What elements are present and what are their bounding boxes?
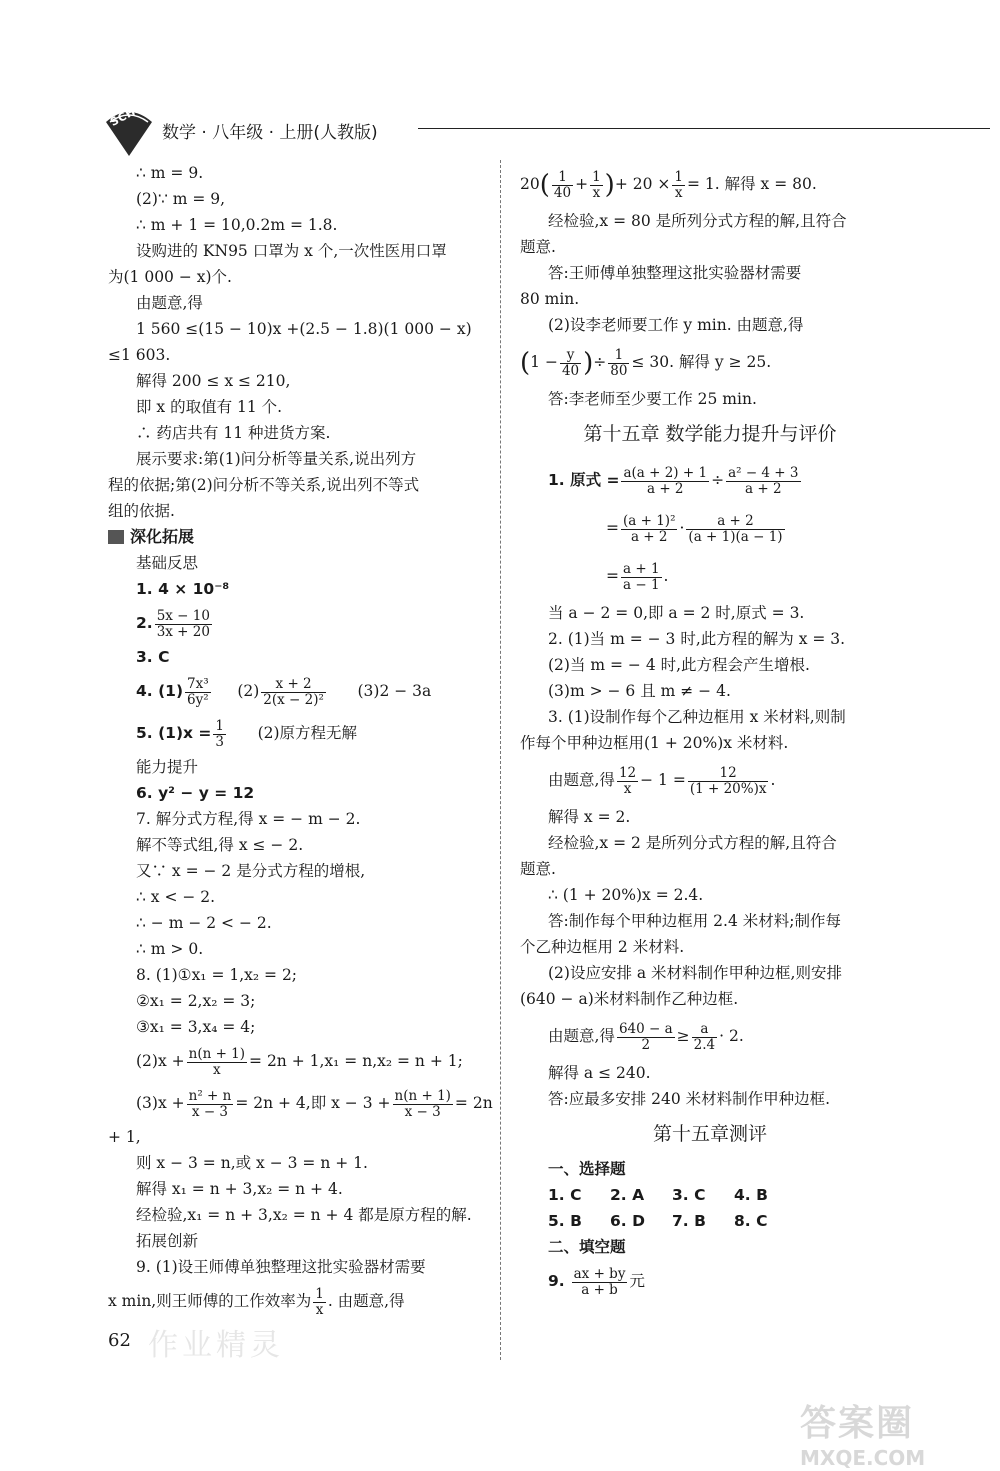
denominator: a + 2 [646, 480, 684, 497]
paren: ) [604, 170, 615, 200]
subsection-title: 拓展创新 [136, 1232, 199, 1250]
fraction [617, 1022, 675, 1053]
item-text: 元 [629, 1272, 645, 1290]
denominator: x [674, 184, 683, 201]
choice-answer: 1. C [548, 1186, 582, 1204]
answer-item: 3. C [136, 648, 170, 666]
equation-line [520, 160, 900, 208]
denominator: 2(x − 2)² [263, 691, 324, 708]
answer-item: 7. 解分式方程,得 x = − m − 2. [136, 810, 361, 828]
denominator: 3x + 20 [156, 623, 210, 640]
choice-answer: 7. B [672, 1212, 706, 1230]
item-text: (3)2 − 3a [357, 682, 432, 700]
item-label: 1. 原式 = [548, 471, 620, 489]
fraction [672, 170, 685, 201]
text-line: 解得 a ≤ 240. [548, 1064, 651, 1082]
numerator: a + 1 [623, 560, 660, 577]
item-label: 2. [136, 614, 153, 632]
watermark-logo-text: 答案圈 [800, 1403, 915, 1444]
choice-answer: 6. D [610, 1212, 645, 1230]
watermark-url: MXQE.COM [800, 1446, 926, 1470]
numerator: n(n + 1) [188, 1045, 246, 1062]
paren: ) [583, 348, 594, 378]
paren: ( [539, 170, 550, 200]
item-text: . 由题意,得 [327, 1292, 405, 1310]
text-line: 答:王师傅单独整理这批实验器材需要 [548, 264, 802, 282]
numerator: n² + n [188, 1087, 232, 1104]
fraction [726, 466, 800, 497]
watermark-left: 作业精灵 [148, 1328, 284, 1363]
equation-line [520, 504, 900, 552]
denominator: 40 [553, 184, 572, 201]
answer-item [108, 602, 488, 644]
numerator: (a + 1)² [623, 512, 676, 529]
fraction [185, 677, 211, 708]
text-line: 又∵ x = − 2 是分式方程的增根, [136, 862, 366, 880]
choice-row [520, 1208, 900, 1234]
text-line: 则 x − 3 = n,或 x − 3 = n + 1. [136, 1154, 368, 1172]
text-line: 为(1 000 − x)个. [108, 268, 232, 286]
answer-item: 1. 4 × 10⁻⁸ [136, 580, 230, 598]
denominator: 2 [641, 1036, 651, 1053]
logo-text: SCHOOL [108, 92, 162, 129]
text-line: 经检验,x₁ = n + 3,x₂ = n + 4 都是原方程的解. [136, 1206, 472, 1224]
text-line: 1 560 ≤(15 − 10)x +(2.5 − 1.8)(1 000 − x) [136, 320, 472, 338]
numerator: 1 [592, 168, 601, 185]
text-line [108, 1082, 493, 1124]
denominator: 2.4 [693, 1036, 716, 1053]
equation-line [520, 338, 900, 386]
answer-item: 2. (1)当 m = − 3 时,此方程的解为 x = 3. [548, 630, 846, 648]
text-line [108, 1040, 488, 1082]
text-line: ∴ x < − 2. [136, 888, 216, 906]
text-line: 解得 200 ≤ x ≤ 210, [136, 372, 291, 390]
fraction [608, 348, 629, 379]
item-text: 由题意,得 [548, 1027, 615, 1045]
text-line: (640 − a)米材料制作乙种边框. [520, 990, 739, 1008]
watermark-right [800, 1395, 970, 1470]
text-line: ∴ (1 + 20%)x = 2.4. [548, 886, 704, 904]
denominator: x [623, 780, 632, 797]
text-line: 程的依据;第(2)问分析不等关系,说出列不等式 [108, 476, 420, 494]
equation-line [520, 1012, 900, 1060]
equation-line [520, 756, 900, 804]
right-column [520, 160, 900, 1302]
text-line: 即 x 的取值有 11 个. [136, 398, 283, 416]
header-title: 数学 · 八年级 · 上册(人教版) [162, 123, 378, 143]
item-text: 20 [520, 175, 540, 193]
answer-item [108, 712, 488, 754]
item-label: (2) [237, 682, 260, 700]
numerator: x + 2 [261, 677, 326, 693]
numerator: 12 [688, 766, 769, 782]
numerator: 5x − 10 [156, 607, 210, 624]
item-text: = 2n [454, 1094, 493, 1112]
text-line: (2)∵ m = 9, [136, 190, 226, 208]
header-rule [418, 128, 990, 129]
text-line: ∴ 药店共有 11 种进货方案. [136, 424, 331, 442]
text-line: (2)设李老师要工作 y min. 由题意,得 [548, 316, 804, 334]
text-line: (2)设应安排 a 米材料制作甲种边框,则安排 [548, 964, 842, 982]
section-icon [108, 530, 124, 544]
fraction [617, 766, 638, 797]
numerator: a [692, 1022, 717, 1038]
text-line: 80 min. [520, 290, 580, 308]
answer-item: 9. (1)设王师傅单独整理这批实验器材需要 [136, 1258, 426, 1276]
choice-answer: 4. B [734, 1186, 768, 1204]
numerator: 1 [315, 1285, 324, 1302]
chapter-title: 第十五章测评 [652, 1123, 767, 1145]
section-title [108, 524, 488, 550]
item-text: · [679, 519, 685, 537]
text-line: 解得 x₁ = n + 3,x₂ = n + 4. [136, 1180, 343, 1198]
item-text: ÷ [711, 471, 725, 489]
denominator: (1 + 20%)x [689, 780, 767, 797]
item-text: ≤ 30. 解得 y ≥ 25. [631, 353, 772, 371]
fraction [187, 1089, 234, 1120]
fraction [213, 719, 226, 750]
denominator: 40 [561, 362, 580, 379]
subsection-title: 二、填空题 [548, 1238, 626, 1256]
text-line: 个乙种边框用 2 米材料. [520, 938, 685, 956]
numerator: 1 [608, 348, 629, 364]
denominator: a − 1 [623, 576, 660, 593]
item-text: (2)原方程无解 [257, 724, 358, 742]
left-column [108, 160, 493, 1322]
chapter-title: 第十五章 数学能力提升与评价 [583, 423, 837, 445]
item-text: x min,则王师傅的工作效率为 [108, 1292, 312, 1310]
answer-item [108, 670, 488, 712]
item-text: (2)x + [136, 1052, 185, 1070]
item-label: 9. [548, 1272, 565, 1290]
text-line: 展示要求:第(1)问分析等量关系,说出列方 [136, 450, 417, 468]
text-line: 经检验,x = 80 是所列分式方程的解,且符合 [548, 212, 847, 230]
equation-line [520, 552, 900, 600]
numerator: 7x³ [185, 677, 211, 693]
numerator: a(a + 2) + 1 [623, 464, 708, 481]
text-line: 组的依据. [108, 502, 175, 520]
fraction [393, 1089, 453, 1120]
answer-item: 6. y² − y = 12 [136, 784, 255, 802]
paren: ( [520, 348, 531, 378]
item-text: = [606, 519, 619, 537]
item-text: . [663, 567, 669, 585]
item-label: 4. (1) [136, 682, 184, 700]
denominator: x [315, 1301, 324, 1318]
text-line: ∴ m + 1 = 10,0.2m = 1.8. [136, 216, 338, 234]
subsection-title: 能力提升 [136, 758, 199, 776]
text-line: 经检验,x = 2 是所列分式方程的解,且符合 [548, 834, 837, 852]
answer-item: 3. (1)设制作每个乙种边框用 x 米材料,则制 [548, 708, 846, 726]
fraction [261, 677, 326, 708]
text-line: 由题意,得 [136, 294, 203, 312]
item-text: (3)x + [136, 1094, 185, 1112]
item-text: ≥ [676, 1027, 690, 1045]
fraction [155, 609, 212, 640]
text-line: 答:应最多安排 240 米材料制作甲种边框. [548, 1090, 831, 1108]
item-text: + 20 × [614, 175, 671, 193]
answer-item [520, 1260, 900, 1302]
denominator: x − 3 [191, 1103, 229, 1120]
denominator: a + 2 [745, 480, 782, 497]
text-line: 题意. [520, 238, 556, 256]
item-text: . [770, 771, 776, 789]
numerator: ax + by [573, 1265, 626, 1282]
text-line [108, 1280, 488, 1322]
page-number: 62 [108, 1330, 131, 1351]
text-line: ③x₁ = 3,x₄ = 4; [136, 1018, 256, 1036]
item-text: = [606, 567, 619, 585]
numerator: 1 [215, 717, 224, 734]
fraction [552, 170, 573, 201]
fraction [560, 348, 581, 379]
item-text: − 1 = [640, 771, 686, 789]
item-text: = 2n + 1,x₁ = n,x₂ = n + 1; [249, 1052, 463, 1070]
text-line: ≤1 603. [108, 346, 171, 364]
numerator: 1 [552, 170, 573, 186]
page-header [100, 92, 900, 160]
item-text: ÷ [593, 353, 607, 371]
item-text: · 2. [719, 1027, 744, 1045]
item-text: = 1. 解得 x = 80. [686, 175, 817, 193]
denominator: a + b [581, 1281, 618, 1298]
denominator: 80 [610, 362, 628, 379]
choice-answer: 8. C [734, 1212, 768, 1230]
answer-item: 8. (1)①x₁ = 1,x₂ = 2; [136, 966, 298, 984]
fraction [313, 1287, 326, 1318]
text-line: ∴ m = 9. [136, 164, 204, 182]
item-text: 由题意,得 [548, 771, 615, 789]
text-line: + 1, [108, 1128, 141, 1146]
fraction [621, 466, 709, 497]
choice-row [520, 1182, 900, 1208]
text-line: 当 a − 2 = 0,即 a = 2 时,原式 = 3. [548, 604, 805, 622]
text-line: ②x₁ = 2,x₂ = 3; [136, 992, 256, 1010]
fraction [590, 170, 603, 201]
denominator: x [213, 1061, 221, 1078]
denominator: x − 3 [404, 1103, 441, 1120]
text-line: (3)m > − 6 且 m ≠ − 4. [548, 682, 731, 700]
choice-answer: 2. A [610, 1186, 645, 1204]
fraction [621, 514, 677, 545]
item-text: + [575, 175, 589, 193]
text-line: ∴ m > 0. [136, 940, 204, 958]
text-line: 解得 x = 2. [548, 808, 631, 826]
column-divider [500, 160, 501, 1360]
choice-answer: 5. B [548, 1212, 582, 1230]
denominator: a + 2 [630, 528, 668, 545]
subsection-title: 基础反思 [136, 554, 199, 572]
text-line: 题意. [520, 860, 556, 878]
denominator: 6y² [187, 691, 209, 708]
denominator: x [592, 184, 601, 201]
fraction [187, 1047, 247, 1078]
numerator: 640 − a [618, 1020, 673, 1037]
item-label: 5. (1)x = [136, 724, 212, 742]
text-line: 答:制作每个甲种边框用 2.4 米材料;制作每 [548, 912, 841, 930]
fraction [572, 1267, 628, 1298]
numerator: 12 [618, 764, 637, 781]
text-line: (2)当 m = − 4 时,此方程会产生增根. [548, 656, 810, 674]
numerator: y [560, 348, 581, 364]
text-line: 设购进的 KN95 口罩为 x 个,一次性医用口罩 [136, 242, 447, 260]
text-line: 解不等式组,得 x ≤ − 2. [136, 836, 304, 854]
item-text: = 2n + 4,即 x − 3 + [235, 1094, 391, 1112]
numerator: 1 [674, 168, 683, 185]
denominator: (a + 1)(a − 1) [688, 528, 783, 545]
section-title-text: 深化拓展 [130, 527, 195, 546]
item-text: 1 − [530, 353, 558, 371]
fraction [686, 514, 784, 545]
numerator: a² − 4 + 3 [728, 464, 799, 481]
denominator: 3 [215, 733, 224, 750]
fraction [688, 766, 769, 797]
fraction [692, 1022, 717, 1053]
fraction [621, 562, 662, 593]
numerator: n(n + 1) [394, 1087, 451, 1104]
text-line: ∴ − m − 2 < − 2. [136, 914, 272, 932]
text-line: 作每个甲种边框用(1 + 20%)x 米材料. [520, 734, 789, 752]
choice-answer: 3. C [672, 1186, 706, 1204]
text-line: 答:李老师至少要工作 25 min. [548, 390, 757, 408]
equation-line [520, 456, 900, 504]
subsection-title: 一、选择题 [548, 1160, 626, 1178]
numerator: a + 2 [686, 514, 784, 530]
